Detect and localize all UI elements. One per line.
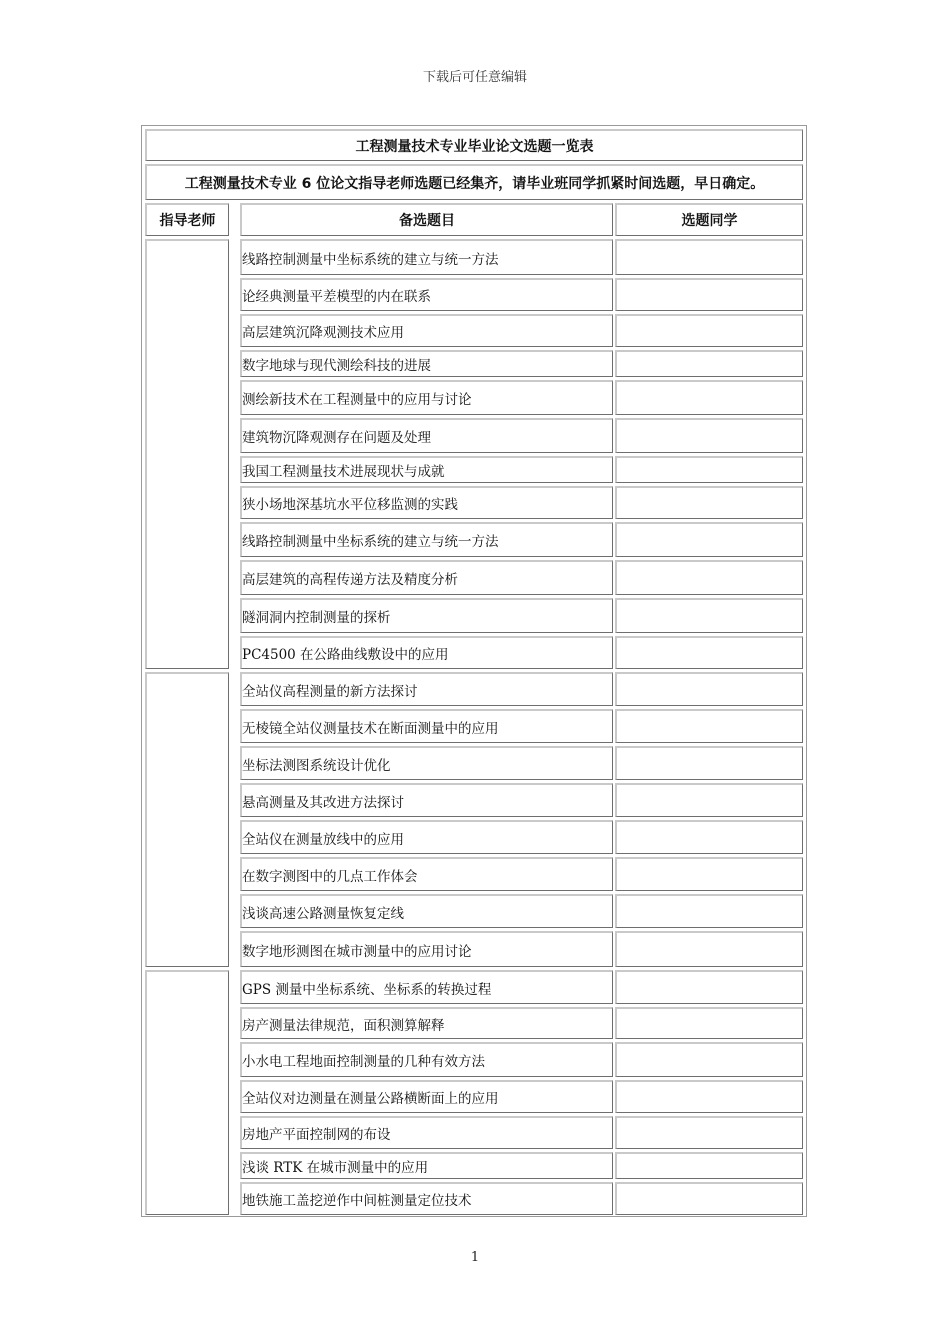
student-cell[interactable] [615, 1042, 803, 1077]
topic-cell [240, 857, 613, 891]
student-cell[interactable] [615, 1182, 803, 1215]
topic-cell [240, 486, 613, 519]
topic-cell-text: 浅谈高速公路测量恢复定线 [242, 905, 404, 922]
column-header-student [615, 203, 803, 236]
topic-cell-text: 在数字测图中的几点工作体会 [242, 868, 418, 885]
column-header-topic [240, 203, 613, 236]
topic-cell-text: 高层建筑沉降观测技术应用 [242, 325, 404, 341]
student-cell[interactable] [615, 486, 803, 519]
student-cell[interactable] [615, 598, 803, 633]
student-cell[interactable] [615, 820, 803, 854]
column-header-teacher-text: 指导老师 [159, 213, 216, 229]
topic-cell [240, 709, 613, 743]
topic-cell [240, 314, 613, 347]
topic-cell [240, 783, 613, 817]
student-cell[interactable] [615, 970, 803, 1004]
topic-cell [240, 1182, 613, 1215]
topic-cell-text: 我国工程测量技术进展现状与成就 [242, 464, 445, 480]
student-cell[interactable] [615, 931, 803, 967]
column-header-teacher [145, 203, 229, 236]
topic-cell-text: 全站仪对边测量在测量公路横断面上的应用 [242, 1091, 499, 1107]
column-header-topic-text: 备选题目 [399, 213, 455, 229]
student-cell[interactable] [615, 239, 803, 275]
topic-cell [240, 894, 613, 928]
table-title [145, 129, 803, 161]
topic-cell [240, 560, 613, 595]
topic-cell [240, 380, 613, 415]
topic-cell [240, 931, 613, 967]
topic-cell [240, 1007, 613, 1039]
topic-cell [240, 1116, 613, 1149]
topic-cell-text: 全站仪高程测量的新方法探讨 [242, 683, 418, 700]
student-cell[interactable] [615, 783, 803, 817]
teacher-cell [145, 239, 229, 669]
student-cell[interactable] [615, 418, 803, 453]
student-cell[interactable] [615, 560, 803, 595]
topic-cell-text: GPS 测量中坐标系统、坐标系的转换过程 [242, 981, 492, 998]
student-cell[interactable] [615, 894, 803, 928]
topic-cell-text: 线路控制测量中坐标系统的建立与统一方法 [242, 534, 499, 550]
topic-cell-text: 房地产平面控制网的布设 [242, 1127, 391, 1143]
student-cell[interactable] [615, 709, 803, 743]
topic-cell-text: 坐标法测图系统设计优化 [242, 757, 391, 774]
topic-cell-text: 地铁施工盖挖逆作中间桩测量定位技术 [242, 1193, 472, 1209]
topic-cell [240, 820, 613, 854]
topic-cell-text: 建筑物沉降观测存在问题及处理 [242, 430, 431, 446]
topic-cell [240, 1152, 613, 1179]
topic-cell-text: 测绘新技术在工程测量中的应用与讨论 [242, 392, 472, 408]
table-title-text: 工程测量技术专业毕业论文选题一览表 [355, 138, 594, 155]
teacher-cell [145, 672, 229, 967]
topic-cell-text: 狭小场地深基坑水平位移监测的实践 [242, 497, 458, 513]
teacher-cell [145, 970, 229, 1215]
topic-cell [240, 598, 613, 633]
topic-cell [240, 350, 613, 377]
topic-cell [240, 278, 613, 311]
student-cell[interactable] [615, 522, 803, 557]
student-cell[interactable] [615, 857, 803, 891]
table-subtitle-text: 工程测量技术专业 6 位论文指导老师选题已经集齐，请毕业班同学抓紧时间选题，早日确定。 [184, 175, 765, 192]
topic-cell [240, 1080, 613, 1113]
topic-cell-text: 悬高测量及其改进方法探讨 [242, 794, 404, 811]
student-cell[interactable] [615, 380, 803, 415]
topic-cell-text: 小水电工程地面控制测量的几种有效方法 [242, 1054, 485, 1070]
topic-cell [240, 456, 613, 483]
page-number: 1 [470, 1250, 480, 1265]
topic-cell-text: 房产测量法律规范，面积测算解释 [242, 1017, 445, 1034]
topic-cell-text: 隧洞洞内控制测量的探析 [242, 610, 391, 626]
student-cell[interactable] [615, 672, 803, 706]
topic-cell [240, 636, 613, 669]
student-cell[interactable] [615, 1080, 803, 1113]
topic-cell [240, 970, 613, 1004]
topic-cell-text: 浅谈 RTK 在城市测量中的应用 [242, 1160, 429, 1176]
topic-cell-text: 线路控制测量中坐标系统的建立与统一方法 [242, 251, 499, 268]
topic-cell-text: 高层建筑的高程传递方法及精度分析 [242, 572, 458, 588]
topic-cell-text: 无棱镜全站仪测量技术在断面测量中的应用 [242, 720, 499, 737]
topic-cell-text: 论经典测量平差模型的内在联系 [242, 289, 431, 305]
student-cell[interactable] [615, 350, 803, 377]
student-cell[interactable] [615, 278, 803, 311]
student-cell[interactable] [615, 314, 803, 347]
topic-cell [240, 1042, 613, 1077]
student-cell[interactable] [615, 746, 803, 780]
topic-cell [240, 746, 613, 780]
student-cell[interactable] [615, 1007, 803, 1039]
student-cell[interactable] [615, 636, 803, 669]
topic-cell [240, 239, 613, 275]
topic-cell-text: 全站仪在测量放线中的应用 [242, 831, 404, 848]
topic-cell-text: PC4500 在公路曲线敷设中的应用 [242, 647, 449, 663]
student-cell[interactable] [615, 1116, 803, 1149]
topic-cell [240, 418, 613, 453]
topic-cell-text: 数字地球与现代测绘科技的进展 [242, 358, 431, 374]
student-cell[interactable] [615, 456, 803, 483]
column-header-student-text: 选题同学 [681, 213, 738, 229]
topic-cell-text: 数字地形测图在城市测量中的应用讨论 [242, 943, 472, 960]
topic-cell [240, 672, 613, 706]
header-note: 下载后可任意编辑 [422, 70, 527, 85]
topic-cell [240, 522, 613, 557]
table-subtitle [145, 164, 803, 200]
student-cell[interactable] [615, 1152, 803, 1179]
